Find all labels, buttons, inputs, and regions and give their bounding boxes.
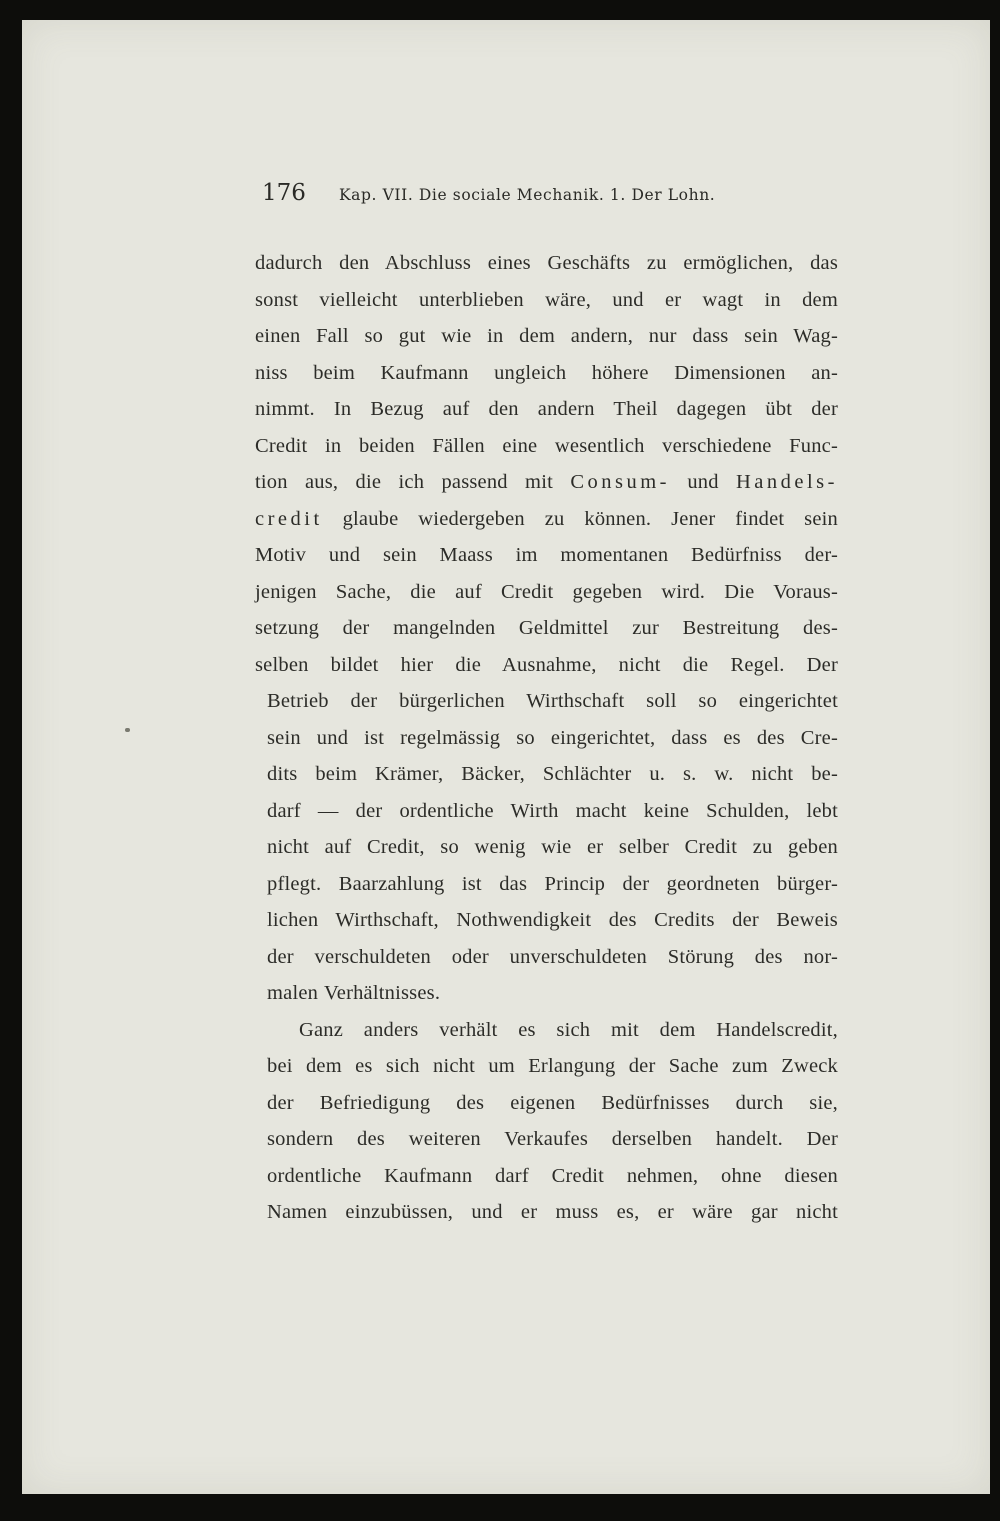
text-line: dits beim Krämer, Bäcker, Schlächter u. s. w. nicht be- — [267, 763, 838, 785]
paragraph-2 — [255, 1012, 838, 1231]
text-line: dadurch den Abschluss eines Geschäfts zu ermöglichen, das — [255, 252, 838, 274]
text-line: pflegt. Baarzahlung ist das Princip der geordneten bürger- — [267, 872, 838, 895]
text-line: jenigen Sache, die auf Credit gegeben wird. Die Voraus- — [255, 580, 838, 603]
text-segment: und — [687, 471, 719, 493]
text-line: sonst vielleicht unterblieben wäre, und er wagt in dem — [255, 288, 838, 311]
text-line: Motiv und sein Maass im momentanen Bedürfniss der- — [255, 544, 838, 566]
text-line: Ganz anders verhält es sich mit dem Handelscredit, — [299, 1018, 838, 1041]
text-line: niss beim Kaufmann ungleich höhere Dimensionen an- — [255, 361, 838, 384]
text-line: Credit in beiden Fällen eine wesentlich verschiedene Func- — [255, 434, 838, 457]
paragraph-1 — [255, 245, 838, 1012]
text-line: darf — der ordentliche Wirth macht keine Schulden, lebt — [267, 799, 838, 822]
page-header — [262, 180, 862, 206]
body-text — [255, 245, 838, 1231]
text-line: der Befriedigung des eigenen Bedürfnisses durch sie, — [267, 1091, 838, 1114]
text-line-emphasis — [255, 464, 838, 501]
text-line: einen Fall so gut wie in dem andern, nur dass sein Wag- — [255, 325, 838, 347]
text-line: nimmt. In Bezug auf den andern Theil dagegen übt der — [255, 398, 838, 420]
text-segment: glaube wiedergeben zu können. Jener findet sein — [342, 507, 838, 530]
text-line: sondern des weiteren Verkaufes derselben handelt. Der — [267, 1128, 838, 1150]
text-segment: tion aus, die ich passend mit — [255, 471, 553, 493]
text-line: Namen einzubüssen, und er muss es, er wäre gar nicht — [267, 1201, 838, 1223]
text-line: nicht auf Credit, so wenig wie er selber Credit zu geben — [267, 836, 838, 858]
text-line: selben bildet hier die Ausnahme, nicht die Regel. Der — [255, 653, 838, 676]
text-line-emphasis — [255, 501, 838, 538]
text-line: setzung der mangelnden Geldmittel zur Bestreitung des- — [255, 617, 838, 639]
emphasized-word: Consum- — [570, 471, 670, 493]
page-number: 176 — [262, 180, 306, 206]
text-line: bei dem es sich nicht um Erlangung der Sache zum Zweck — [267, 1055, 838, 1077]
running-head: Kap. VII. Die sociale Mechanik. 1. Der Lohn. — [339, 186, 716, 204]
emphasized-word: credit — [255, 507, 323, 530]
text-line: malen Verhältnisses. — [267, 982, 441, 1004]
text-line: ordentliche Kaufmann darf Credit nehmen, ohne diesen — [267, 1164, 838, 1187]
emphasized-word: Handels- — [735, 471, 838, 493]
text-line: Betrieb der bürgerlichen Wirthschaft soll so eingerichtet — [267, 690, 838, 712]
text-line: der verschuldeten oder unverschuldeten Störung des nor- — [267, 945, 838, 968]
text-line: sein und ist regelmässig so eingerichtet, dass es des Cre- — [267, 726, 838, 749]
text-line: lichen Wirthschaft, Nothwendigkeit des Credits der Beweis — [267, 909, 838, 931]
margin-speck — [125, 728, 130, 732]
